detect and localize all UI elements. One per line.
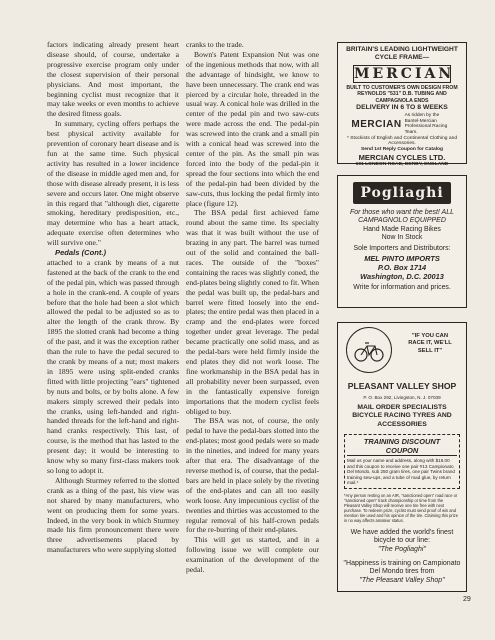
paragraph: Bown's Patent Expansion Nut was one of the ingenious methods that now, with all the advantage of hindsight, we know to have been unnecessary. The crank end was pierced by a circular hole, threaded in the usual way. A conical hole was drilled in the center of the pedal pin and two saw-cuts were made across the end. The pedal-pin was screwed into the crank and a small pin with a conical head was screwed into the center of the pin. As the small pin was forced into the body of the pedal-pin it spread the four sections into which the end of the pedal-pin had been divided by the saw-cuts, thus locking the pedal firmly into place (figure 12). bbox=[186, 49, 319, 208]
pleasant-valley-advertisement bbox=[337, 322, 467, 592]
section-heading: Pedals (Cont.) bbox=[55, 248, 107, 258]
paragraph: The BSA was not, of course, the only pedal to have the pedal-bars slotted into the end-plates; most good pedals were so made in the nineties, and indeed for many years after that era. The disadvantage of the reverse method is, of course, that the pedal-bars are held in place solely by the riveting of the end-plates and can all too easily work loose. Any impecunious cyclist of the twenties and thirties was accustomed to the regular removal of his half-crown pedals for the re-burring of their end-plates. bbox=[186, 416, 319, 535]
fine-print: *Any person resting on an AIR, "sanctioned open" road race or "sanctioned open" track championship or time from the Pleasant Valley Shop will receive one tire free with next purchase. To redeem prize, cyclist must send proof of win and mention tire used and his opinion of the tire. Claiming this prize in no way affects amateur status. bbox=[344, 492, 459, 523]
pogliaghi-advertisement bbox=[337, 175, 467, 308]
paragraph: The BSA pedal first achieved fame round about the same time. Its specialty was that it was built without the use of brazing in any part. The barrel was turned out of the solid and contained the ball-races. The outside of the "boxes" containing the races was slightly coned, the end-plates being slightly coned to fit. When the pedal was built up, the pedal-bars and barrel were fitted loosely into the end-plates; the entire pedal was then placed in a cramp and the end-plates were forced together under great leverage. The pedal became practically one solid mass, and as the pedal-bars were held firmly inside the end plates they did not work loose. The fine workmanship in the BSA pedal has in all probability never been surpassed, even in the fantastically expensive foreign importations that the modern cyclist feels obliged to buy. bbox=[186, 208, 319, 416]
page-number: 29 bbox=[463, 596, 471, 603]
company-address: 191 LONDON ROAD, DERBY, ENGLAND bbox=[355, 161, 449, 167]
company-box: P.O. Box 1714 bbox=[377, 262, 427, 272]
ad-headline: BRITAIN'S LEADING LIGHTWEIGHT CYCLE FRAME— bbox=[346, 46, 458, 61]
company-name: MEL PINTO IMPORTS bbox=[364, 253, 440, 263]
ad-text: * Stockists of English and Continental Clothing and Accessories. bbox=[346, 135, 458, 147]
ad-text: Hand Made Racing Bikes bbox=[363, 225, 441, 233]
company-city: Washington, D.C. 20013 bbox=[360, 271, 444, 281]
ad-text: "The Pleasant Valley Shop" bbox=[359, 576, 445, 584]
ad-brand-row bbox=[342, 113, 462, 135]
ad-text: "The Pogliaghi" bbox=[378, 545, 426, 553]
ad-tagline: For those who want the best! ALL CAMPAGNOLO EQUIPPED bbox=[349, 209, 455, 225]
bicycle-emblem-icon bbox=[346, 327, 392, 373]
ad-text: BUILT TO CUSTOMER'S OWN DESIGN FROM REYNOLDS "531" D.B. TUBING AND CAMPAGNOLA ENDS bbox=[346, 85, 458, 104]
ad-delivery: DELIVERY IN 6 TO 8 WEEKS bbox=[356, 104, 448, 112]
ad-text: We have added the world's finest bicycle to our line: bbox=[350, 528, 454, 545]
paragraph: This will get us started, and in a following issue we will complete our examination of the development of the pedal. bbox=[186, 535, 319, 575]
pogliaghi-logo: Pogliaghi bbox=[353, 182, 451, 204]
ad-text: "Happiness is training on Campionato Del Mondo tires from bbox=[343, 559, 461, 576]
mercian-advertisement bbox=[337, 42, 467, 167]
shop-address: P. O. Box 292, Livingston, N. J. 07039 bbox=[363, 395, 441, 400]
brand-name: MERCIAN bbox=[351, 118, 402, 130]
paragraph: factors indicating already present heart disease should, of course, undertake a progressive exercise program only under the closest supervision of their personal physicians. And most important, the beginning cyclist must recognize that it may take weeks or even months to achieve the desired fitness goals. bbox=[47, 40, 179, 119]
company-name: MERCIAN CYCLES LTD. bbox=[358, 152, 446, 162]
ad-text bbox=[342, 560, 462, 585]
paragraph: cranks to the trade. bbox=[186, 40, 244, 49]
ad-text: Send 1st Reply Coupon for Catalog bbox=[360, 147, 444, 153]
article-column-1 bbox=[47, 40, 179, 555]
ad-text bbox=[342, 529, 462, 554]
ad-text: Now In Stock bbox=[381, 234, 423, 242]
article-column-2 bbox=[186, 40, 319, 575]
ad-text: Sole Importers and Distributors: bbox=[353, 245, 451, 252]
ad-text: Write for information and prices. bbox=[353, 283, 451, 291]
coupon-body: Mail us your name and address, along with $16.00 and this coupon to receive one pair #13 Campionato Del Mondo, sub 250 gram tires, one pair Twins brand training sew-ups, and a tube of road glue, by return mail.* bbox=[347, 458, 455, 486]
coupon-title: TRAINING DISCOUNT COUPON bbox=[347, 437, 457, 456]
ad-slogan: "IF YOU CAN RACE IT, WE'LL SELL IT" bbox=[408, 333, 452, 354]
mercian-logo: MERCIAN bbox=[354, 66, 455, 82]
ad-text: MAIL ORDER SPECIALISTS BICYCLE RACING TYRES AND ACCESSORIES bbox=[352, 404, 452, 428]
paragraph: Although Sturmey referred to the slotted crank as a thing of the past, his view was not shared by many manufacturers, who went on producing them for some years. Indeed, in the very book in which Sturmey made his firm pronouncement there were three advertisements placed by manufacturers who were supplying slotted bbox=[47, 475, 179, 555]
ad-text: As ridden by the Bantel-Mercian Professional Racing Team. bbox=[404, 113, 448, 135]
ad-header bbox=[342, 327, 462, 377]
shop-name: PLEASANT VALLEY SHOP bbox=[347, 381, 457, 391]
paragraph: attached to a crank by means of a nut fastened at the back of the crank to the end of the pedal pin, which was passed through a hole in the crank-end. A couple of years before that the hole had been a slot which allowed the pedal to be adjusted so as to alter the length of the crank throw. By 1895 the slotted crank had become a thing of the past, and it was the exception rather than the rule to have the pedal secured to the crank by means of a nut; most makers in 1895 were using split-ended cranks fitted with little projecting "ears" tightened by nuts and bolts, or by bolts alone. A few makers simply screwed their pedals into the cranks, using left-handed and right-handed threads for the left-hand and right-hand cranks respectively. This last, of course, is the method that has lasted to the present day; it would be interesting to know why so many first-class makers took so long to adopt it. bbox=[47, 257, 179, 475]
discount-coupon bbox=[344, 434, 460, 489]
paragraph: In summary, cycling offers perhaps the best physical activity available for prevention of coronary heart disease and is fun at the same time. Such physical activity has resulted in a lower incidence of the disease in middle aged men and, for those with disease already present, it is less severe and occurs later. One might observe in this regard that "although diet, cigarette smoking, hereditary predisposition, etc., may determine who has a heart attack, adequate exercise often determines who will survive one." bbox=[47, 119, 179, 248]
